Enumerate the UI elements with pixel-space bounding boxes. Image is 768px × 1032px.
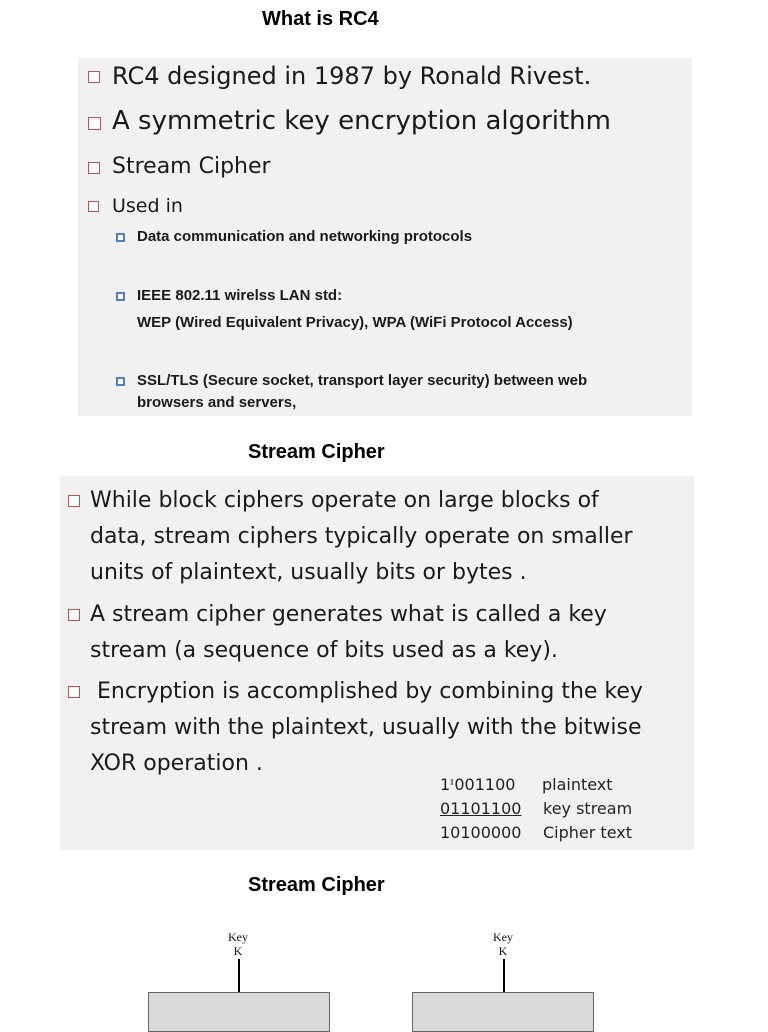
xor-ciphertext-label: Cipher text <box>543 823 632 842</box>
bullet-square-icon <box>88 201 99 212</box>
xor-ciphertext-bits: 10100000 <box>440 823 522 842</box>
key-label-symbol: K <box>498 944 508 958</box>
bullet-text-line: While block ciphers operate on large blocks of <box>90 488 599 513</box>
bullet-text: Stream Cipher <box>112 154 271 179</box>
decryption-box <box>412 992 594 1032</box>
subbullet-square-icon <box>116 377 125 386</box>
section-heading-what-is-rc4: What is RC4 <box>262 8 379 30</box>
subbullet-text: Data communication and networking protocols <box>137 228 473 245</box>
bullet-rc4-designed <box>88 60 591 92</box>
key-label-right <box>483 930 523 958</box>
bullet-text: Used in <box>112 195 183 217</box>
bullet-text-line: stream with the plaintext, usually with the bitwise <box>90 715 642 740</box>
subbullet-text: IEEE 802.11 wirelss LAN std: <box>137 287 343 304</box>
bullet-symmetric-key <box>88 104 611 138</box>
xor-keystream-label: key stream <box>543 799 633 818</box>
bullet-square-icon <box>68 686 80 698</box>
bullet-square-icon <box>68 495 80 507</box>
bullet-text: A symmetric key encryption algorithm <box>112 106 611 136</box>
subbullet-ieee <box>116 286 573 333</box>
encryption-box <box>148 992 330 1032</box>
xor-keystream-bits: 01101100 <box>440 799 522 818</box>
section-heading-stream-cipher: Stream Cipher <box>248 441 385 463</box>
subbullet-text: WEP (Wired Equivalent Privacy), WPA (WiFi Protocol Access) <box>137 314 573 331</box>
xor-plaintext-label: plaintext <box>542 775 613 794</box>
subbullet-text-block <box>137 286 573 333</box>
bullet-square-icon <box>88 162 100 174</box>
key-label-symbol: K <box>233 944 243 958</box>
bullet-text-line: A stream cipher generates what is called a key <box>90 602 607 627</box>
subbullet-text-block <box>137 371 587 413</box>
bullet-text-line: units of plaintext, usually bits or bytes . <box>90 560 527 585</box>
bullet-square-icon <box>88 117 101 130</box>
bullet-text-line: stream (a sequence of bits used as a key). <box>90 638 558 663</box>
bullet-stream-cipher <box>88 152 271 182</box>
key-label-text: Key <box>493 930 513 944</box>
subbullet-text: browsers and servers, <box>137 394 297 411</box>
subbullet-square-icon <box>116 292 125 301</box>
bullet-text-block <box>90 674 643 782</box>
bullet-text-line: Encryption is accomplished by combining the key <box>90 679 643 704</box>
bullet-key-stream <box>68 597 607 669</box>
subbullet-text: SSL/TLS (Secure socket, transport layer security) between web <box>137 372 588 389</box>
subbullet-ssl-tls <box>116 371 587 413</box>
bullet-text-block <box>90 597 607 669</box>
subbullet-data-communication <box>116 227 472 247</box>
bullet-text: RC4 designed in 1987 by Ronald Rivest. <box>112 62 592 90</box>
bullet-text-block <box>90 483 633 591</box>
xor-plaintext-bits: 1ᶦ001100 <box>440 775 516 794</box>
bullet-used-in <box>88 192 183 220</box>
key-label-text: Key <box>228 930 248 944</box>
subbullet-square-icon <box>116 233 125 242</box>
bullet-block-vs-stream <box>68 483 633 591</box>
bullet-text-line: data, stream ciphers typically operate on smaller <box>90 524 633 549</box>
key-label-left <box>218 930 258 958</box>
bullet-square-icon <box>88 71 100 83</box>
section-heading-stream-cipher-diagram: Stream Cipher <box>248 874 385 896</box>
bullet-text-line: XOR operation . <box>90 751 263 776</box>
bullet-encryption-xor <box>68 674 643 782</box>
bullet-square-icon <box>68 609 80 621</box>
